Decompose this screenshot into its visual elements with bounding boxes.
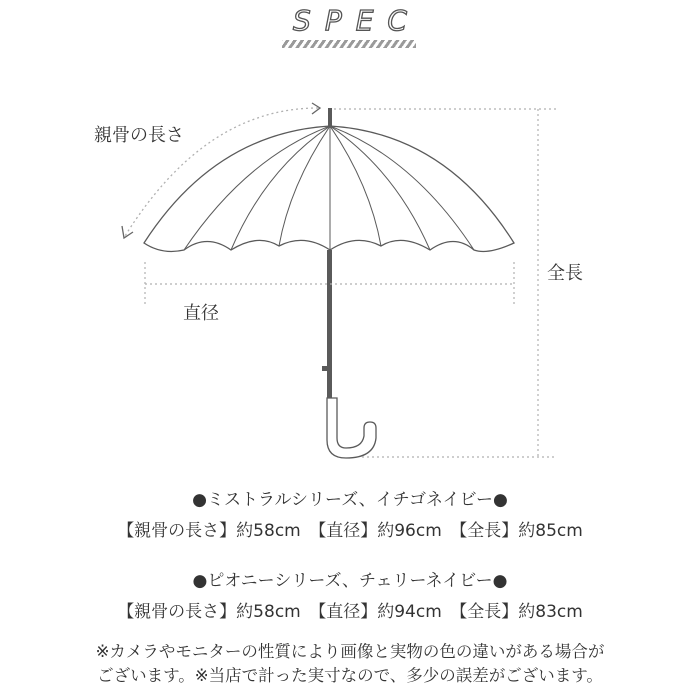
diameter-label: 直径 — [183, 303, 219, 324]
rib-arrow-head-bottom — [122, 226, 133, 238]
spec-series-title-2: ●ピオニーシリーズ、チェリーネイビー● — [192, 571, 508, 591]
rib-length-label: 親骨の長さ — [94, 125, 184, 146]
umbrella-shaft — [327, 250, 332, 398]
disclaimer-note-line-2: ございます。※当店で計った実寸なので、多少の誤差がございます。 — [97, 666, 603, 685]
page-title: SPEC — [293, 4, 421, 37]
spec-series-title-1: ●ミストラルシリーズ、イチゴネイビー● — [192, 490, 508, 510]
total-length-label: 全長 — [547, 263, 583, 284]
umbrella-handle — [327, 398, 376, 458]
spec-dimensions-2: 【親骨の長さ】約58cm 【直径】約94cm 【全長】約83cm — [117, 602, 583, 622]
umbrella-canopy — [144, 126, 514, 251]
spec-dimensions-1: 【親骨の長さ】約58cm 【直径】約96cm 【全長】約85cm — [117, 521, 583, 541]
umbrella-tip — [328, 108, 332, 126]
disclaimer-note-line-1: ※カメラやモニターの性質により画像と実物の色の違いがある場合が — [95, 642, 605, 661]
shaft-runner — [322, 366, 328, 371]
